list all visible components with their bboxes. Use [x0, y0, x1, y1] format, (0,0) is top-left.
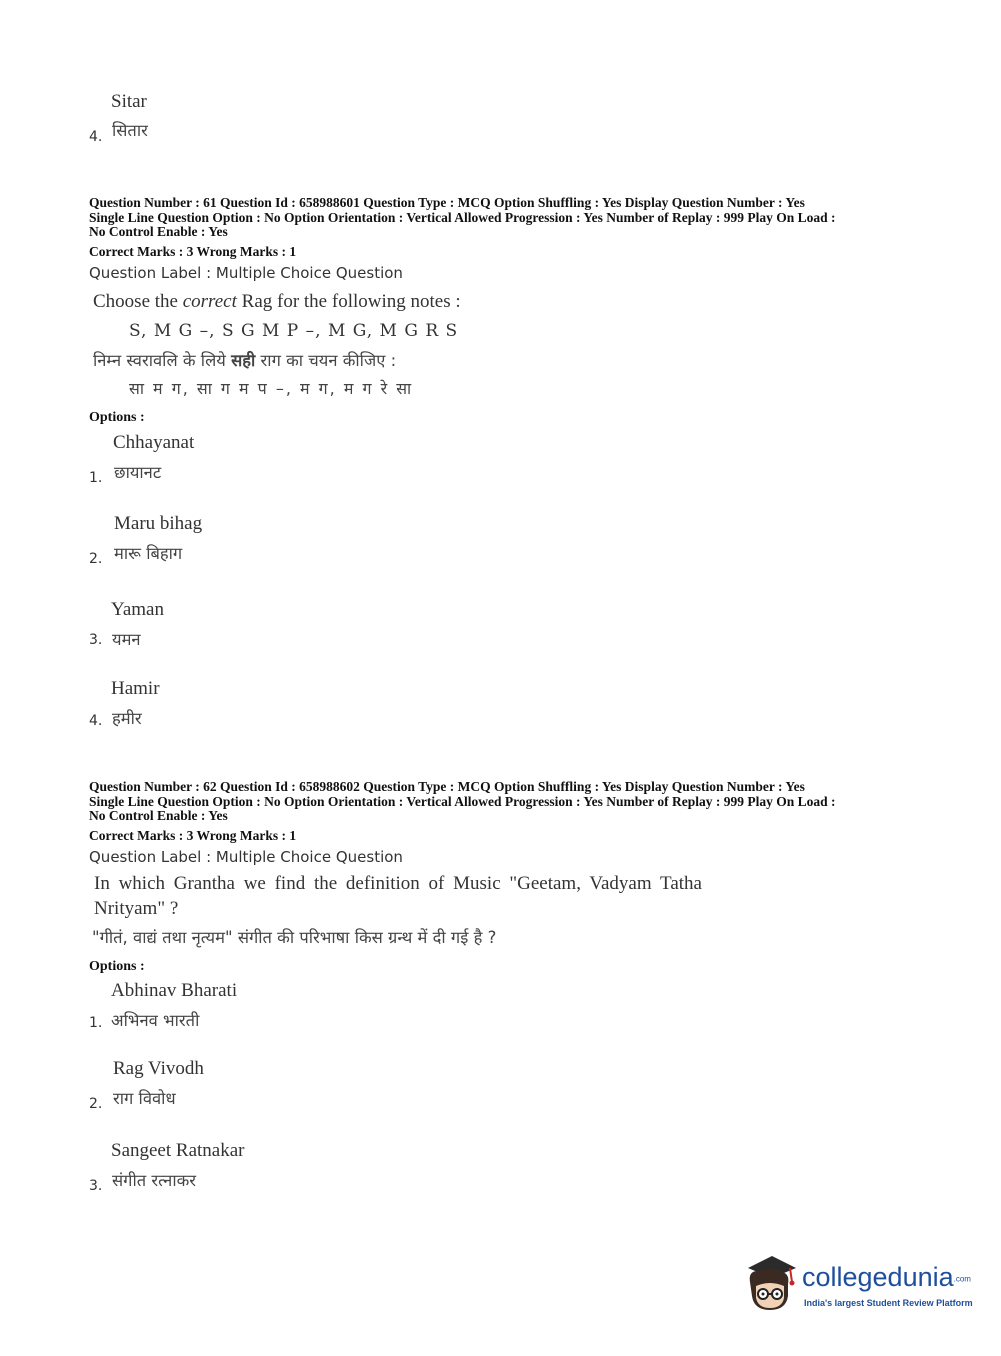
- question-label: Question Label : Multiple Choice Question: [89, 848, 403, 866]
- option-en: Yaman: [111, 599, 164, 620]
- question-text-hi-post: राग का चयन कीजिए :: [255, 351, 397, 370]
- option-number: 2.: [89, 551, 103, 567]
- mascot-icon: [742, 1252, 800, 1314]
- question-text-en-pre: Choose the: [93, 291, 183, 312]
- meta-line-2: Single Line Question Option : No Option Orientation : Vertical Allowed Progression : Yes Number of Replay : 999 Play On Load :: [89, 209, 836, 225]
- options-label: Options :: [89, 959, 145, 974]
- option-number: 1.: [89, 470, 103, 486]
- option-number: 3.: [89, 1178, 103, 1194]
- question-meta: [89, 780, 836, 824]
- option-hi: संगीत रत्नाकर: [112, 1171, 197, 1190]
- option-number: 4.: [89, 713, 103, 729]
- meta-line-3: No Control Enable : Yes: [89, 224, 228, 239]
- option-en: Hamir: [111, 678, 160, 699]
- option-en: Chhayanat: [113, 432, 195, 453]
- meta-line-2: Single Line Question Option : No Option Orientation : Vertical Allowed Progression : Yes Number of Replay : 999 Play On Load :: [89, 793, 836, 809]
- marks-line: Correct Marks : 3 Wrong Marks : 1: [89, 244, 297, 259]
- question-text-en-emphasis: correct: [182, 291, 237, 312]
- question-text-en-post: Rag for the following notes :: [236, 291, 461, 312]
- question-text-hi: [93, 348, 396, 371]
- option-hi: मारू बिहाग: [114, 544, 183, 563]
- logo-name: collegedunia: [802, 1262, 954, 1292]
- option-en: Abhinav Bharati: [111, 980, 238, 1001]
- option-hi: छायानट: [114, 463, 162, 482]
- option-number: 1.: [89, 1015, 103, 1031]
- logo-suffix: .com: [953, 1274, 971, 1284]
- collegedunia-logo: [742, 1252, 972, 1318]
- option-number: 4.: [89, 129, 103, 145]
- option-number: 2.: [89, 1096, 103, 1112]
- option-hi: यमन: [112, 630, 141, 649]
- question-text-en: [93, 291, 461, 313]
- option-en: Rag Vivodh: [113, 1058, 204, 1079]
- option-en: Maru bihag: [114, 513, 203, 534]
- option-hi: हमीर: [112, 709, 142, 728]
- option-en: Sangeet Ratnakar: [111, 1140, 245, 1161]
- option-hi: सितार: [112, 121, 148, 140]
- question-text-hi: "गीतं, वाद्यं तथा नृत्यम" संगीत की परिभाषा किस ग्रन्थ में दी गई है ?: [92, 928, 497, 947]
- logo-wordmark: [802, 1262, 971, 1293]
- question-text-hi-bold: सही: [231, 351, 256, 370]
- options-label: Options :: [89, 410, 145, 425]
- notes-hi: सा म ग, सा ग म प –, म ग, म ग रे सा: [129, 379, 414, 398]
- question-text-en-line-1: In which Grantha we find the definition of Music "Geetam, Vadyam Tatha: [94, 873, 702, 894]
- logo-tagline: India's largest Student Review Platform: [804, 1298, 973, 1308]
- question-label: Question Label : Multiple Choice Question: [89, 264, 403, 282]
- question-text-en-line-2: Nrityam" ?: [94, 898, 179, 919]
- question-text-hi-pre: निम्न स्वरावलि के लिये: [93, 351, 232, 370]
- meta-line-1: Question Number : 61 Question Id : 658988601 Question Type : MCQ Option Shuffling : Yes Display Question Number : Yes: [89, 195, 805, 210]
- marks-line: Correct Marks : 3 Wrong Marks : 1: [89, 828, 297, 843]
- option-en: Sitar: [111, 91, 147, 112]
- meta-line-1: Question Number : 62 Question Id : 658988602 Question Type : MCQ Option Shuffling : Yes Display Question Number : Yes: [89, 779, 805, 794]
- question-meta: [89, 196, 836, 240]
- option-hi: राग विवोध: [113, 1089, 176, 1108]
- notes-en: S, M G –, S G M P –, M G, M G R S: [129, 321, 459, 341]
- option-hi: अभिनव भारती: [111, 1011, 200, 1030]
- meta-line-3: No Control Enable : Yes: [89, 808, 228, 823]
- option-number: 3.: [89, 632, 103, 648]
